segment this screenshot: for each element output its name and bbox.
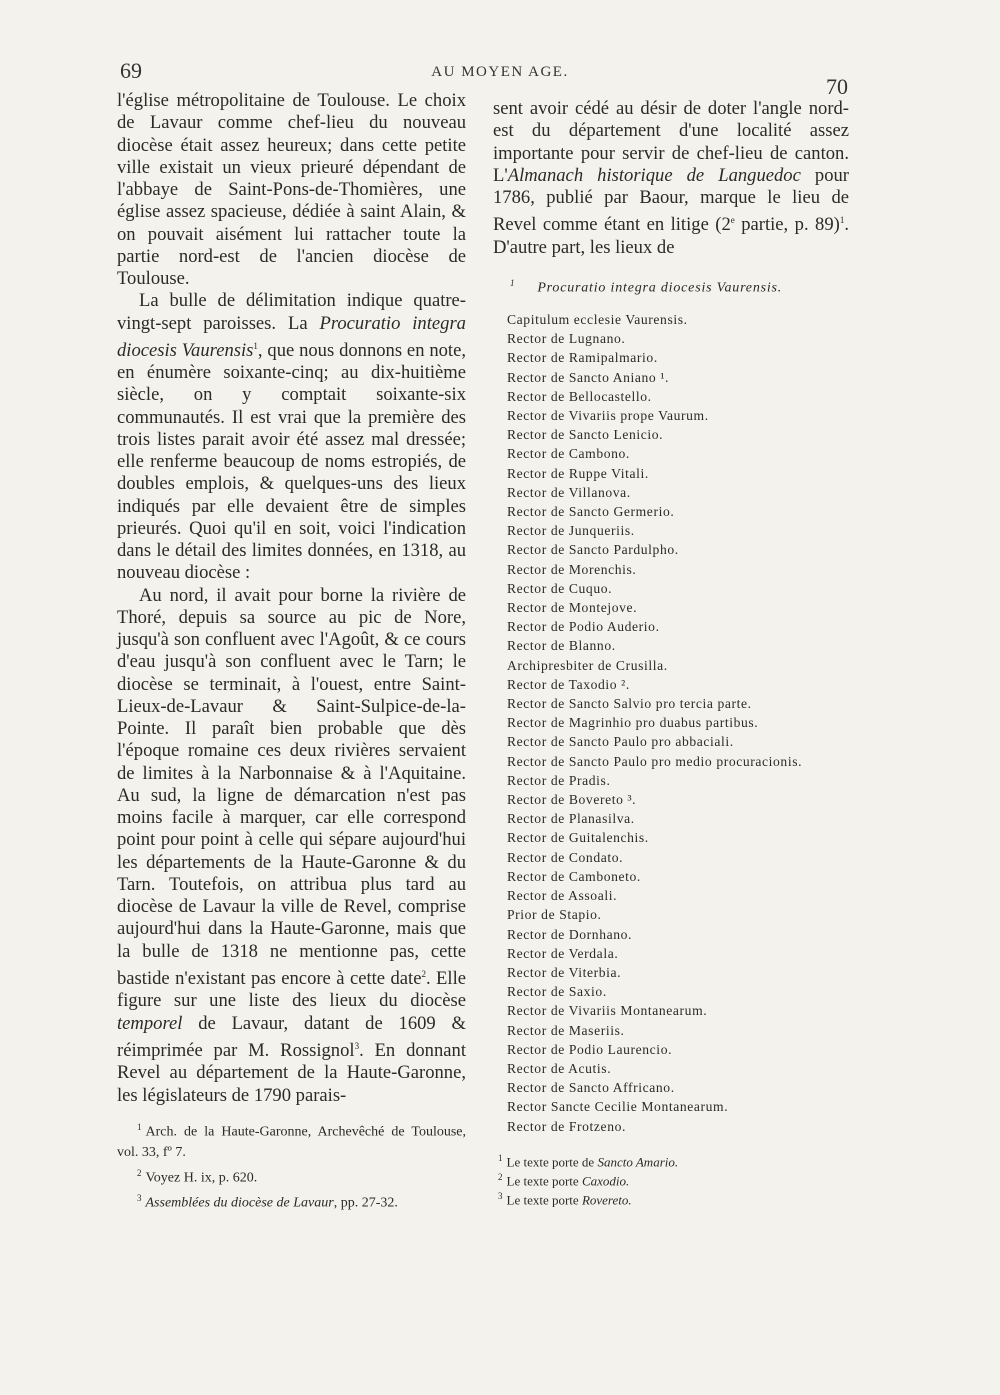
footnote-marker: 1 [510,278,516,288]
list-item: Rector de Sancto Lenicio. [507,427,664,443]
text-run: de Lavaur, datant de 1609 & réimprimée par M. Rossignol [117,1012,466,1062]
footnote-marker: 2 [498,1171,503,1182]
list-item: Rector de Acutis. [507,1060,612,1076]
list-item: Rector de Verdala. [507,945,619,961]
list-item: Rector de Dornhano. [507,926,633,942]
list-item: Rector de Saxio. [507,984,607,1000]
list-item: Rector de Morenchis. [507,561,637,577]
footnote-ref: 2 [421,968,426,979]
text-run: sent avoir cédé au désir de doter l'angle nord-est du département d'une localité assez importante pour servir de chef-lieu de canton. L' [493,98,849,186]
italic-title: Procuratio integra diocesis Vaurensis [117,312,466,361]
list-item: Rector de Junqueriis. [507,523,635,539]
page-number-right: 70 [826,74,848,99]
text-run: pour 1786, publié par Baour, marque le lieu de Revel comme étant en litige (2 [493,164,849,236]
footnote-marker: 1 [137,1122,142,1132]
text-run: . D'autre part, les lieux de [493,214,849,258]
list-item: Rector de Bellocastello. [507,388,652,404]
footnote-1 [117,1117,466,1163]
footnote-italic: Sancto Amario. [597,1154,679,1170]
list-item: Rector de Condato. [507,849,624,865]
footnote-text: Le texte porte [506,1173,582,1189]
footnote-ref: 1 [253,340,258,351]
list-item: Rector de Vivariis Montanearum. [507,1003,708,1019]
list-item: Rector de Guitalenchis. [507,830,649,846]
text-run: Au nord, il avait pour borne la rivière de Thoré, depuis sa source au pic de Nore, jusqu'à son confluent avec l'Agoût, & ce cours d'eau jusqu'à son confluent avec le Tarn; le diocèse se terminait, à l'ouest, entre Saint-Lieux-de-Lavaur & Saint-Sulpice-de-la-Pointe. Il paraît bien probable que dès l'époque romaine ces deux rivières servaient de limites à la Narbonnaise & à l'Aquitaine. Au sud, la ligne de démarcation n'est pas moins facile à marquer, car elle correspond point pour point à celle qui sépare aujourd'hui les départements de la Haute-Garonne & du Tarn. Toutefois, on attribua plus tard au diocèse de Lavaur la ville de Revel, comprise aujourd'hui dans la Haute-Garonne, mais que la bulle de 1318 ne mentionne pas, cette bastide n'existant pas encore à cette date [117,584,466,990]
list-item: Rector de Magrinhio pro duabus partibus. [507,715,759,731]
list-item: Rector de Villanova. [507,484,631,500]
list-item: Rector de Planasilva. [507,811,635,827]
right-footnotes [498,1151,858,1207]
list-item: Rector de Maseriis. [507,1022,625,1038]
left-paragraph-1: l'église métropolitaine de Toulouse. Le choix de Lavaur comme chef-lieu du nouveau diocèse était assez heureux; dans cette petite ville existait un vieux prieuré dépendant de l'abbaye de Saint-Pons-de-Thomières, une église assez spacieuse, dédiée à saint Alain, & on pouvait aisément lui rattacher toute la partie nord-est de l'ancien diocèse de Toulouse. [117,90,466,289]
list-item: Rector de Sancto Aniano ¹. [507,369,669,385]
left-paragraph-2 [117,290,466,584]
list-item: Rector de Viterbia. [507,964,622,980]
list-item: Capitulum ecclesie Vaurensis. [507,312,688,327]
footnote-text: , pp. 27-32. [333,1195,398,1211]
list-item: Rector de Podio Laurencio. [507,1041,673,1057]
footnote-text: Le texte porte de [506,1154,598,1170]
italic-word: temporel [117,1012,183,1034]
list-item: Rector de Montejove. [507,600,638,616]
text-run: , que nous donnons en note, en énumère soixante-cinq; au dix-huitième siècle, on y comptait soixante-six communautés. Il est vrai que la première des trois listes parait avoir été assez mal dressée; elle renferme beaucoup de noms estropiés, de doubles emplois, & quelques-uns des lieux indiqués par elle devaient être de simples prieurés. Quoi qu'il en soit, voici l'indication dans le détail des limites données, en 1318, au nouveau diocèse : [117,339,466,584]
right-column [493,98,849,259]
list-item: Rector de Sancto Salvio pro tercia parte. [507,696,752,712]
footnote-marker: 2 [137,1167,142,1178]
list-item: Rector de Sancto Paulo pro medio procuracionis. [507,753,803,769]
heading-text: Procuratio integra diocesis Vaurensis. [537,280,783,296]
footnote-italic: Rovereto. [581,1191,632,1207]
footnote-text: Le texte porte [506,1191,582,1207]
list-item: Rector de Lugnano. [507,331,626,347]
text-run: . Elle figure sur une liste des lieux du diocèse [117,968,466,1012]
footnote-marker: 1 [498,1153,503,1163]
footnote-1 [498,1151,858,1170]
list-item: Rector de Vivariis prope Vaurum. [507,408,709,424]
list-item: Rector de Assoali. [507,888,618,904]
italic-title: Almanach historique de Languedoc [507,164,801,186]
footnote-2 [498,1170,858,1189]
footnote-3 [117,1188,466,1214]
list-item: Rector de Ramipalmario. [507,350,658,366]
page-number-left: 69 [120,58,142,83]
footnote-marker: 3 [137,1193,142,1204]
list-item: Archipresbiter de Crusilla. [507,657,668,673]
list-item: Rector de Sancto Paulo pro abbaciali. [507,734,734,750]
left-column [117,90,466,1107]
footnote-ref: 3 [354,1040,360,1051]
procuratio-heading [510,278,782,297]
list-item: Rector de Sancto Pardulpho. [507,542,679,558]
list-item: Rector de Sancto Affricano. [507,1080,675,1096]
footnote-italic: Assemblées du diocèse de Lavaur [145,1195,334,1211]
footnote-ref: 1 [839,215,845,226]
list-item: Rector de Ruppe Vitali. [507,465,649,481]
list-item: Rector de Cambono. [507,446,630,462]
list-item: Rector de Sancto Germerio. [507,504,675,520]
list-item: Prior de Stapio. [507,907,602,923]
superscript: e [730,215,735,226]
footnote-text: Voyez H. ix, p. 620. [145,1170,258,1186]
list-item: Rector de Pradis. [507,772,611,788]
text-run: . En donnant Revel au département de la Haute-Garonne, les législateurs de 1790 parais- [117,1040,466,1106]
text-run: La bulle de délimitation indique quatre-vingt-sept paroisses. La [117,290,466,334]
footnote-text: Arch. de la Haute-Garonne, Archevêché de Toulouse, vol. 33, fº 7. [117,1124,466,1160]
list-item: Rector Sancte Cecilie Montanearum. [507,1099,729,1115]
footnote-marker: 3 [498,1190,503,1201]
list-item: Rector de Bovereto ³. [507,792,637,808]
list-item: Rector de Podio Auderio. [507,619,660,635]
footnote-2 [117,1163,466,1189]
footnote-3 [498,1189,858,1208]
list-item: Rector de Taxodio ². [507,676,630,692]
footnote-italic: Caxodio. [581,1173,630,1189]
text-run: partie, p. 89) [734,214,840,236]
procuratio-list [507,310,802,1136]
left-paragraph-3 [117,585,466,1107]
right-paragraph-1 [493,98,849,259]
left-footnotes [117,1117,466,1214]
list-item: Rector de Blanno. [507,638,616,654]
list-item: Rector de Cuquo. [507,580,613,596]
list-item: Rector de Frotzeno. [507,1118,626,1134]
list-item: Rector de Camboneto. [507,868,641,884]
running-head: AU MOYEN AGE. [431,64,569,80]
